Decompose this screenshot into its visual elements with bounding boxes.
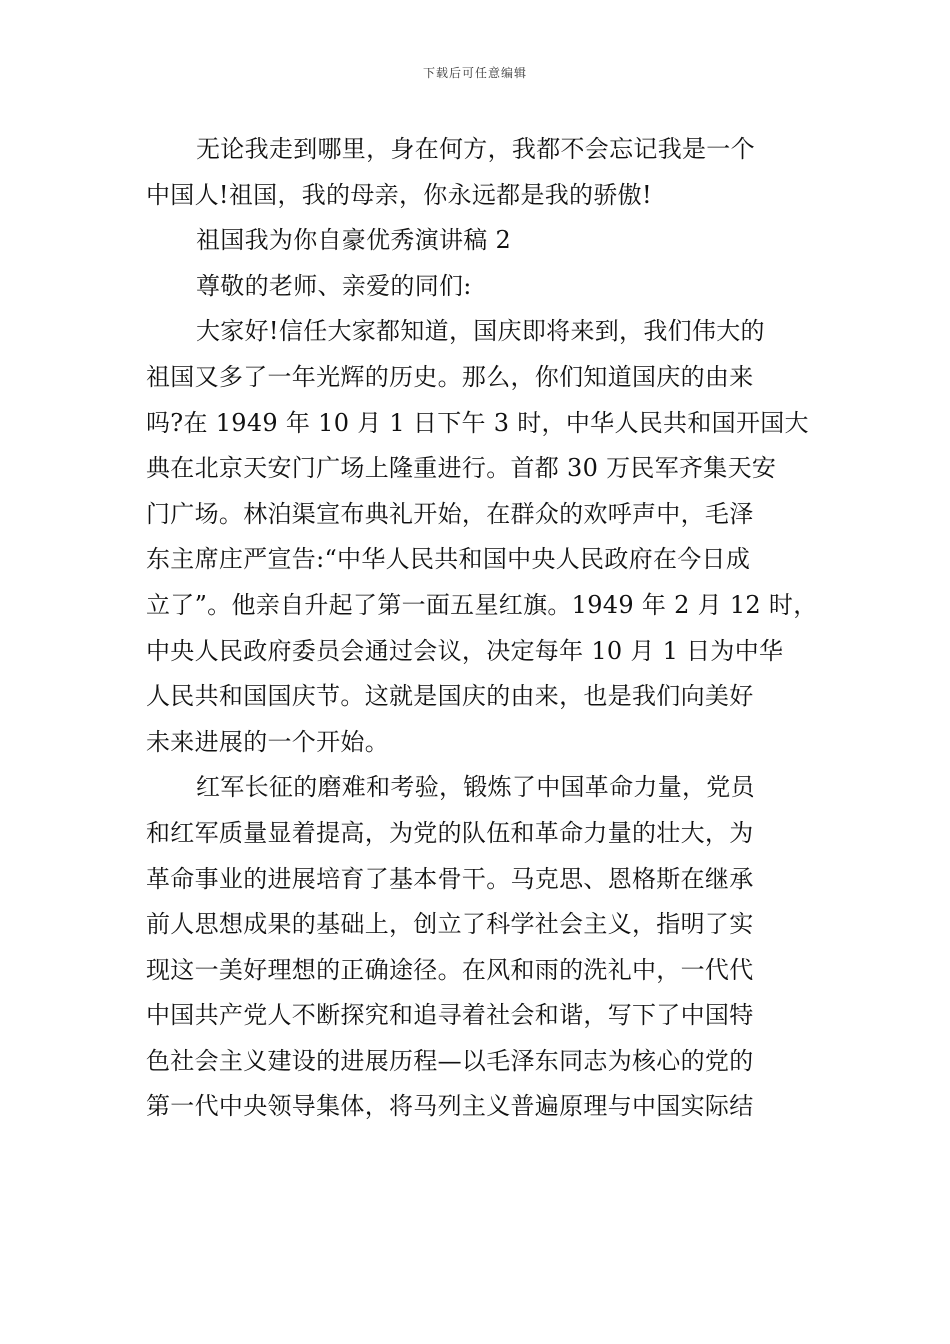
text-line: 中国共产党人不断探究和追寻着社会和谐，写下了中国特 bbox=[146, 1001, 754, 1030]
text-line: 典在北京天安门广场上隆重进行。首都 30 万民军齐集天安 bbox=[146, 454, 777, 483]
text-line: 中国人!祖国，我的母亲，你永远都是我的骄傲! bbox=[146, 180, 652, 209]
text-line: 尊敬的老师、亲爱的同们: bbox=[196, 271, 472, 300]
text-line: 祖国我为你自豪优秀演讲稿 2 bbox=[196, 226, 512, 255]
text-line: 人民共和国国庆节。这就是国庆的由来，也是我们向美好 bbox=[146, 682, 754, 711]
text-line: 大家好!信任大家都知道，国庆即将来到，我们伟大的 bbox=[196, 317, 765, 346]
text-line: 立了”。他亲自升起了第一面五星红旗。1949 年 2 月 12 时， bbox=[146, 590, 818, 619]
text-line: 无论我走到哪里，身在何方，我都不会忘记我是一个 bbox=[196, 135, 755, 163]
text-line: 和红军质量显着提高，为党的队伍和革命力量的壮大，为 bbox=[146, 818, 754, 847]
text-line: 未来进展的一个开始。 bbox=[146, 727, 389, 756]
text-line: 东主席庄严宣告:“中华人民共和国中央人民政府在今日成 bbox=[146, 545, 751, 574]
text-line: 吗?在 1949 年 10 月 1 日下午 3 时，中华人民共和国开国大 bbox=[146, 408, 809, 437]
text-line: 中央人民政府委员会通过会议，决定每年 10 月 1 日为中华 bbox=[146, 636, 784, 665]
text-line: 前人思想成果的基础上，创立了科学社会主义，指明了实 bbox=[146, 910, 754, 939]
page-header: 下载后可任意编辑 bbox=[422, 66, 527, 80]
text-line: 现这一美好理想的正确途径。在风和雨的洗礼中，一代代 bbox=[146, 955, 754, 984]
text-line: 革命事业的进展培育了基本骨干。马克思、恩格斯在继承 bbox=[146, 864, 754, 893]
text-line: 红军长征的磨难和考验，锻炼了中国革命力量，党员 bbox=[196, 773, 755, 802]
text-line: 第一代中央领导集体，将马列主义普遍原理与中国实际结 bbox=[146, 1092, 754, 1121]
text-line: 色社会主义建设的进展历程—以毛泽东同志为核心的党的 bbox=[146, 1046, 754, 1075]
text-line: 门广场。林泊渠宣布典礼开始，在群众的欢呼声中，毛泽 bbox=[146, 499, 754, 528]
text-line: 祖国又多了一年光辉的历史。那么，你们知道国庆的由来 bbox=[146, 362, 754, 391]
document-body bbox=[146, 127, 818, 1130]
